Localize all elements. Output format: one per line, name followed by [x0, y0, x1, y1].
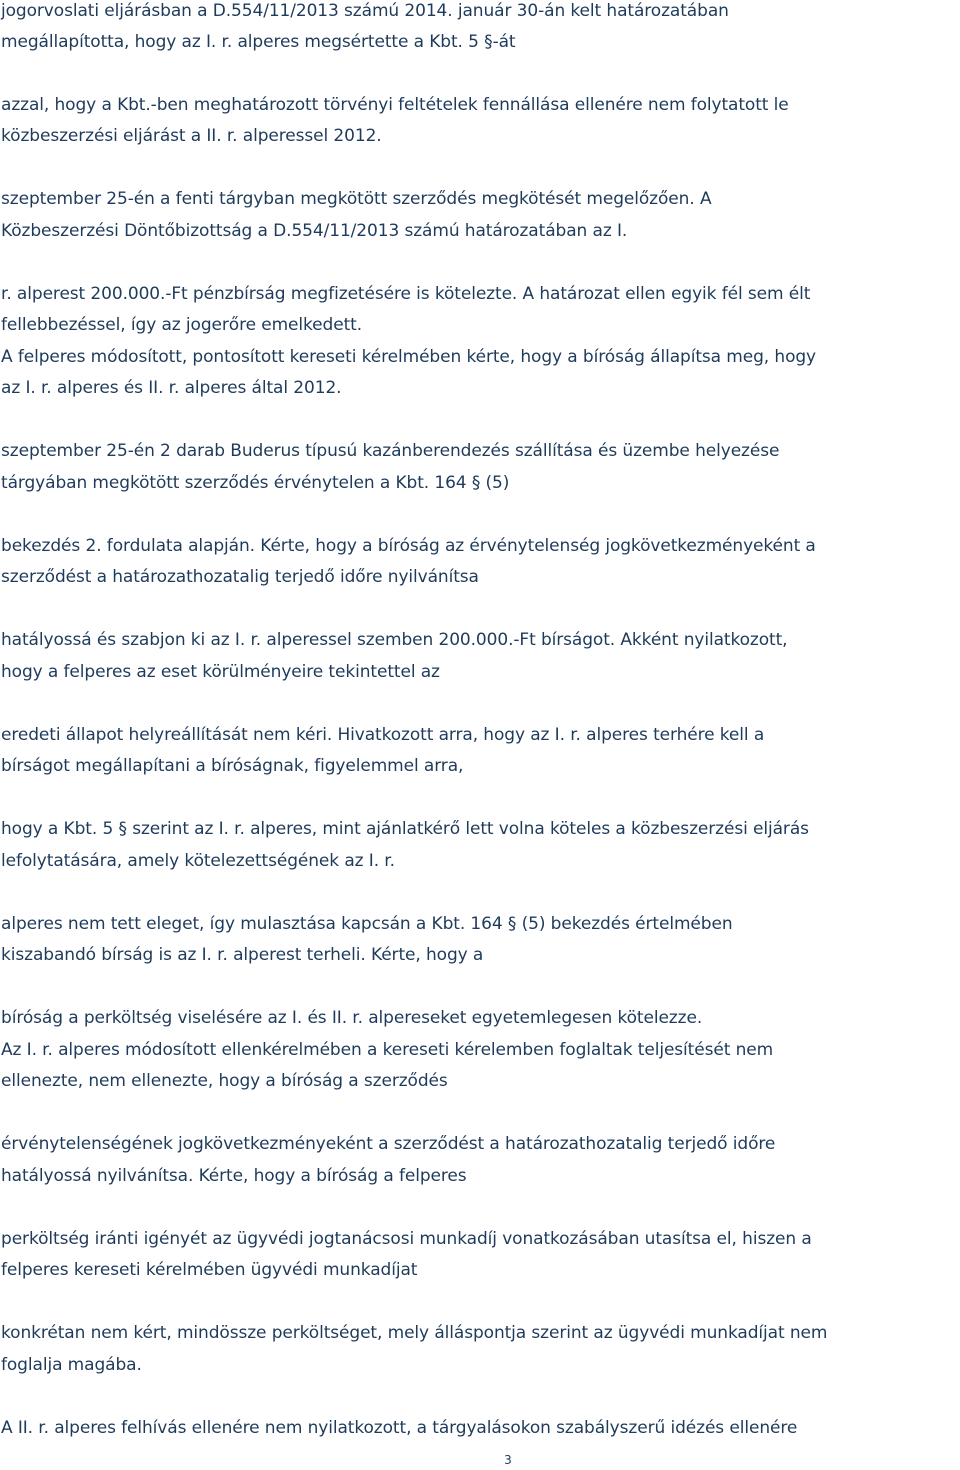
text-line: eredeti állapot helyreállítását nem kéri. Hivatkozott arra, hogy az I. r. alperes terhére kell a — [1, 725, 765, 745]
text-line: megállapította, hogy az I. r. alperes megsértette a Kbt. 5 §-át — [1, 32, 516, 52]
text-line: konkrétan nem kért, mindössze perköltséget, mely álláspontja szerint az ügyvédi munkadíjat nem — [1, 1323, 828, 1343]
text-line: szeptember 25-én a fenti tárgyban megkötött szerződés megkötését megelőzően. A — [1, 189, 712, 209]
text-line: foglalja magába. — [1, 1355, 142, 1375]
text-line: ellenezte, nem ellenezte, hogy a bíróság a szerződés — [1, 1071, 448, 1091]
text-line: bírságot megállapítani a bíróságnak, figyelemmel arra, — [1, 756, 464, 776]
text-line: hatályossá nyilvánítsa. Kérte, hogy a bíróság a felperes — [1, 1166, 467, 1186]
text-line: fellebbezéssel, így az jogerőre emelkedett. — [1, 315, 363, 335]
text-line: szeptember 25-én 2 darab Buderus típusú kazánberendezés szállítása és üzembe helyezése — [1, 441, 780, 461]
text-line: Az I. r. alperes módosított ellenkérelmében a kereseti kérelemben foglaltak teljesítését nem — [1, 1040, 774, 1060]
text-line: hogy a felperes az eset körülményeire tekintettel az — [1, 662, 440, 682]
text-line: lefolytatására, amely kötelezettségének az I. r. — [1, 851, 395, 871]
text-line: perköltség iránti igényét az ügyvédi jogtanácsosi munkadíj vonatkozásában utasítsa el, hiszen a — [1, 1229, 812, 1249]
text-line: A II. r. alperes felhívás ellenére nem nyilatkozott, a tárgyalásokon szabályszerű idézés ellenére — [1, 1418, 798, 1438]
text-line: r. alperest 200.000.-Ft pénzbírság megfizetésére is kötelezte. A határozat ellen egyik fél sem élt — [1, 284, 811, 304]
text-line: jogorvoslati eljárásban a D.554/11/2013 számú 2014. január 30-án kelt határozatában — [1, 1, 729, 21]
text-line: kiszabandó bírság is az I. r. alperest terheli. Kérte, hogy a — [1, 945, 484, 965]
text-line: felperes kereseti kérelmében ügyvédi munkadíjat — [1, 1260, 418, 1280]
text-line: A felperes módosított, pontosított kereseti kérelmében kérte, hogy a bíróság állapítsa meg, hogy — [1, 347, 817, 367]
text-line: azzal, hogy a Kbt.-ben meghatározott törvényi feltételek fennállása ellenére nem folytatott le — [1, 95, 789, 115]
page-number: 3 — [504, 1453, 512, 1467]
text-line: szerződést a határozathozatalig terjedő időre nyilvánítsa — [1, 567, 479, 587]
text-line: alperes nem tett eleget, így mulasztása kapcsán a Kbt. 164 § (5) bekezdés értelmében — [1, 914, 733, 934]
text-line: hatályossá és szabjon ki az I. r. alperessel szemben 200.000.-Ft bírságot. Akként nyilatkozott, — [1, 630, 788, 650]
text-line: az I. r. alperes és II. r. alperes által 2012. — [1, 378, 342, 398]
text-line: bekezdés 2. fordulata alapján. Kérte, hogy a bíróság az érvénytelenség jogkövetkezményeként a — [1, 536, 816, 556]
text-line: hogy a Kbt. 5 § szerint az I. r. alperes, mint ajánlatkérő lett volna köteles a közbeszerzési eljárás — [1, 819, 809, 839]
text-line: Közbeszerzési Döntőbizottság a D.554/11/2013 számú határozatában az I. — [1, 221, 628, 241]
text-line: bíróság a perköltség viselésére az I. és II. r. alpereseket egyetemlegesen kötelezze. — [1, 1008, 703, 1028]
text-line: közbeszerzési eljárást a II. r. alperessel 2012. — [1, 126, 382, 146]
text-line: érvénytelenségének jogkövetkezményeként a szerződést a határozathozatalig terjedő időre — [1, 1134, 776, 1154]
text-line: tárgyában megkötött szerződés érvénytelen a Kbt. 164 § (5) — [1, 473, 510, 493]
